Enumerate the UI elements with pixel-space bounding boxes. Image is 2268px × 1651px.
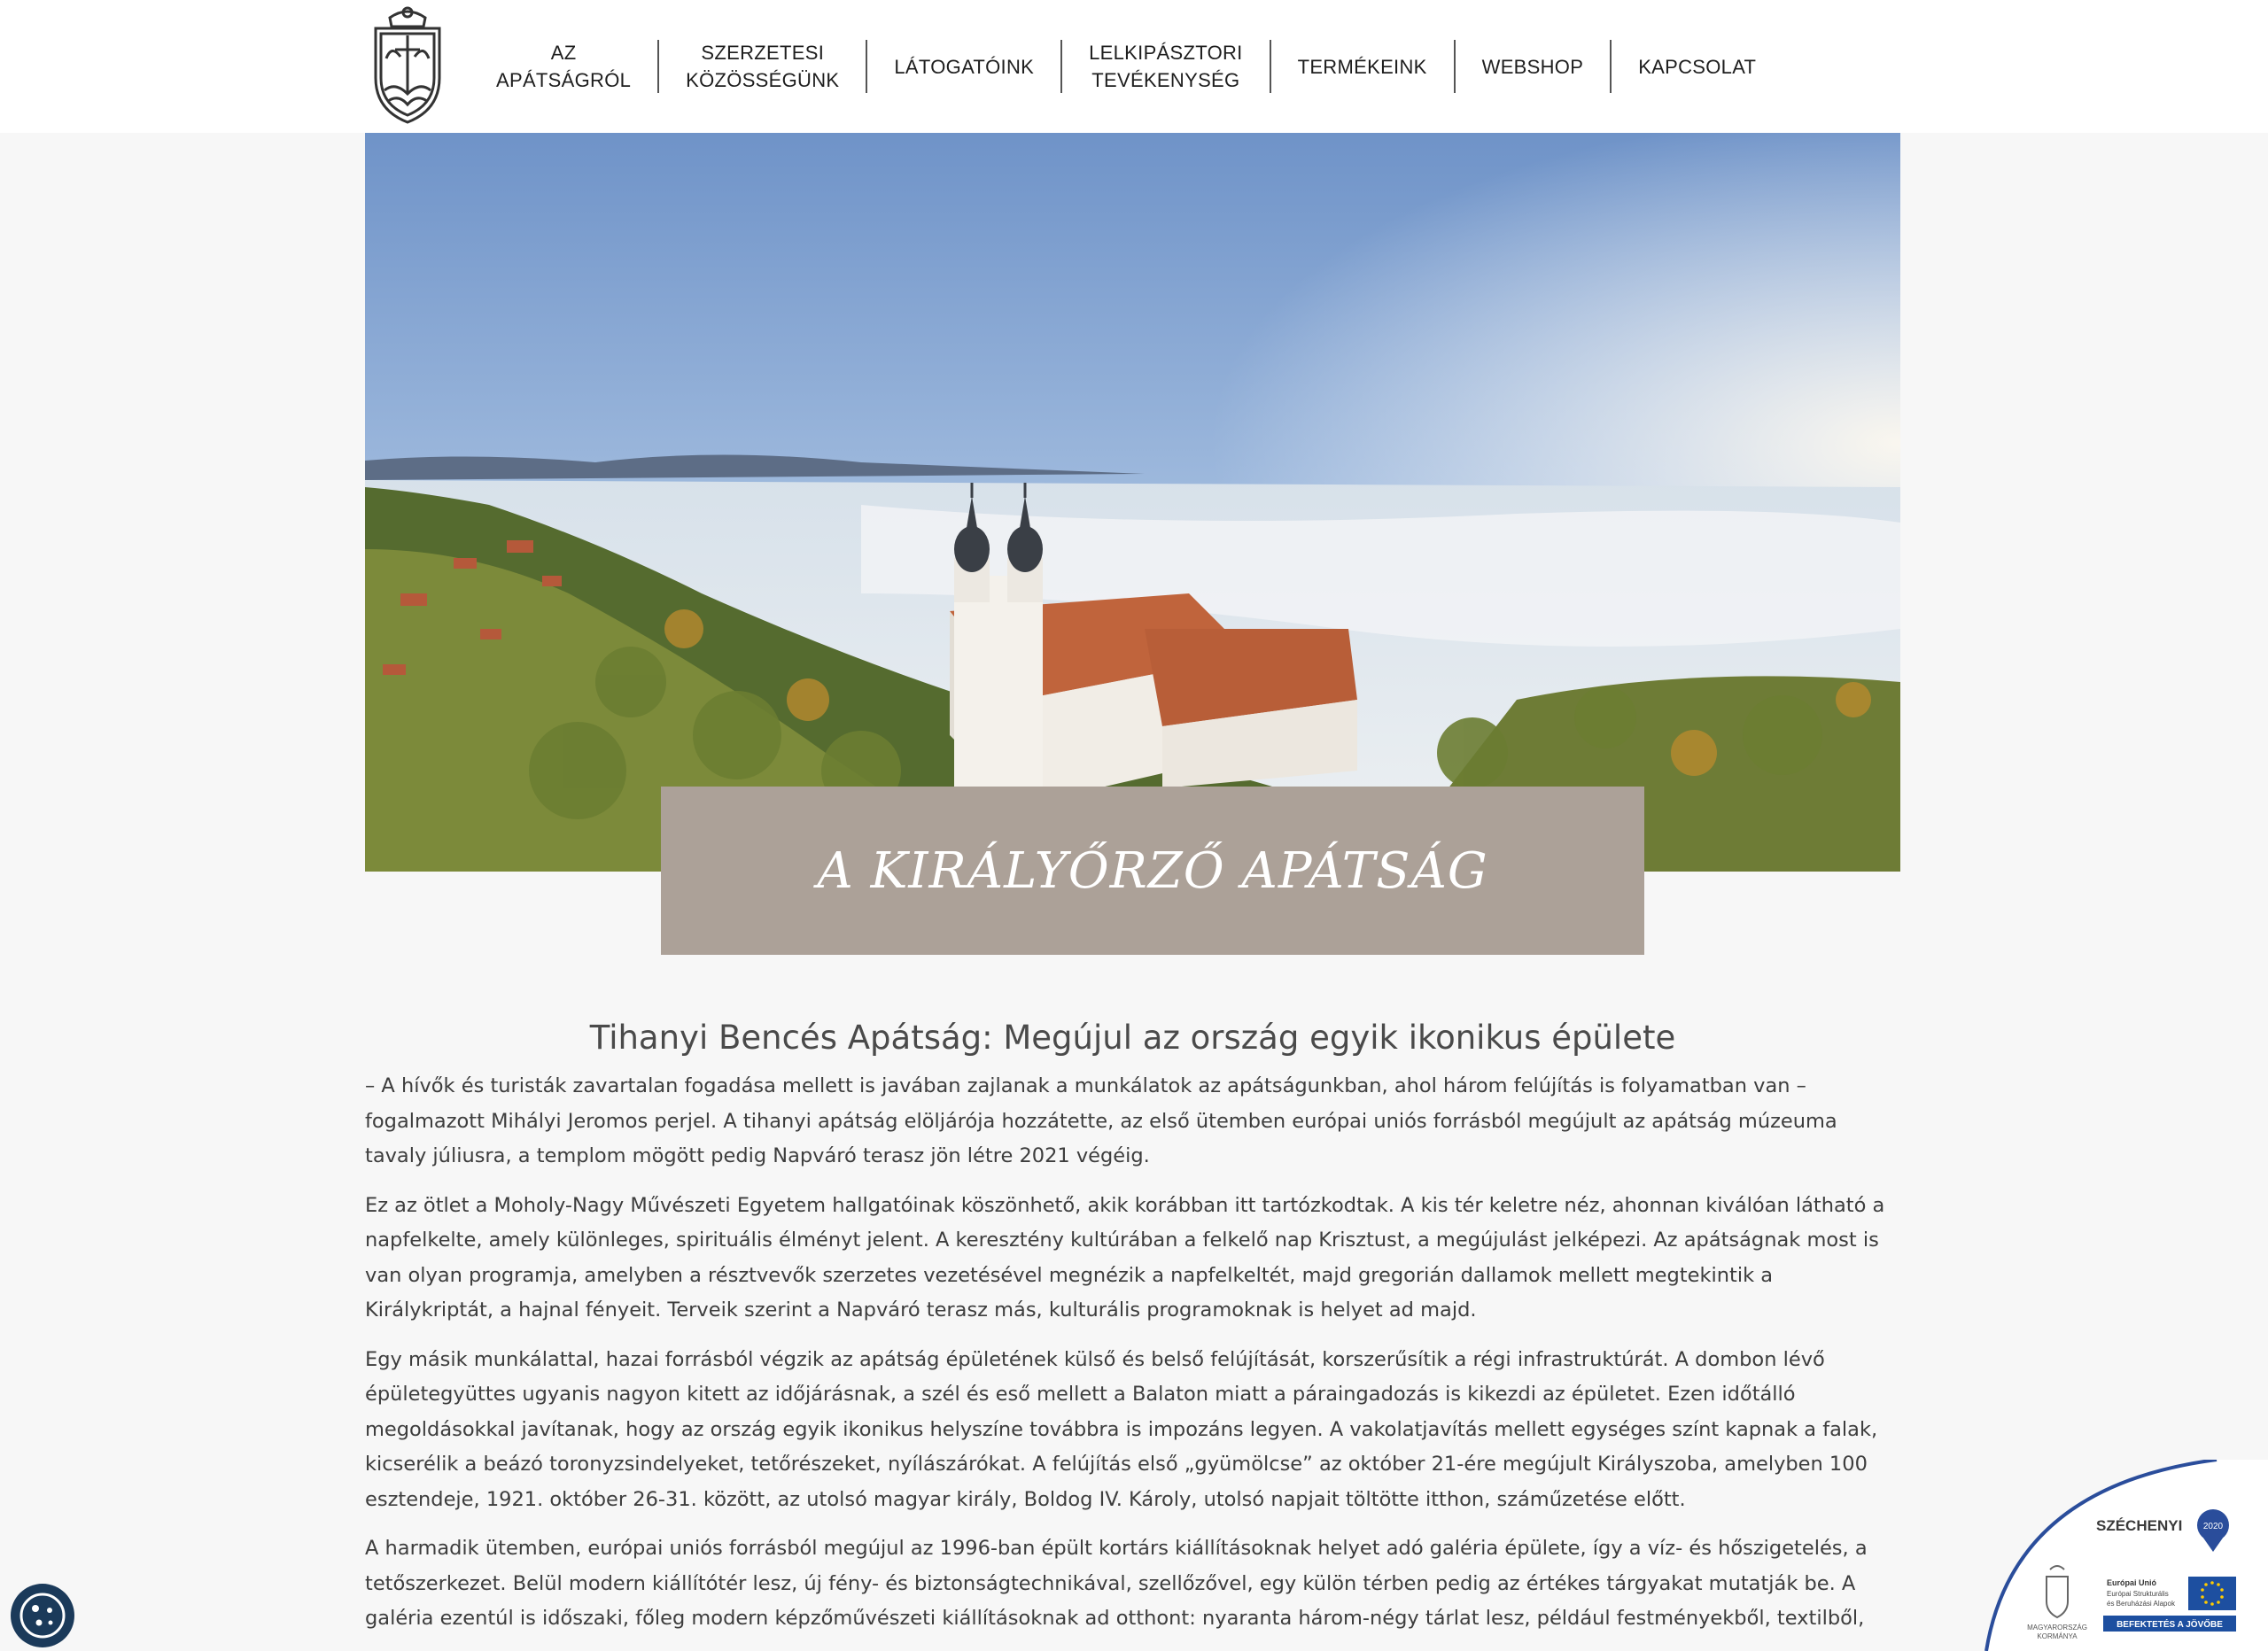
article-paragraph: – A hívők és turisták zavartalan fogadása mellett is javában zajlanak a munkálatok az apátságunkban, ahol három felújítás is folyamatban van – fogalmazott Mihályi Jeromos perjel. A tihanyi apátság elöljárója hozzátette, az első ütemben európai uniós forrásból megújult az apátság múzeuma tavaly júliusra, a templom mögött pedig Napváró terasz jön létre 2021 végéig. [365,1074,1837,1167]
hero-title-banner [661,787,1644,955]
nav-item-webshop[interactable]: WEBSHOP [1481,55,1584,78]
nav-item-products[interactable]: TERMÉKEINK [1297,55,1427,78]
gov-line-1: MAGYARORSZÁG [2027,1624,2087,1632]
article-paragraph: A harmadik ütemben, európai uniós forrásból megújul az 1996-ban épült kortárs kiállításoknak helyet adó galéria épülete, így a víz- és hőszigetelés, a tetőszerkezet. Belül modern kiállítótér lesz, új fény- és biztonságtechnikával, szellőzővel, egy külön térben pedig az értékes tárgyakat mutatják be. A galéria ezentúl is időszaki, főleg modern képzőművészeti kiállításoknak ad otthont: nyaranta három-négy tárlat lesz, például festményekből, textilből, [365,1537,1868,1630]
eu-line-1: Európai Strukturális [2107,1590,2169,1598]
badge-slogan: BEFEKTETÉS A JÖVŐBE [2117,1620,2223,1630]
nav-item-about-abbey[interactable]: AZ APÁTSÁGRÓL [496,42,632,91]
article-content [365,1019,1900,1651]
site-header [0,0,2268,133]
szechenyi-label: SZÉCHENYI [2096,1517,2183,1534]
nav-item-monastic-community[interactable]: SZERZETESI KÖZÖSSÉGÜNK [686,42,840,91]
gov-line-2: KORMÁNYA [2037,1632,2078,1640]
eu-flag-icon [2188,1577,2236,1610]
szechenyi-2020-badge[interactable] [1977,1460,2268,1651]
cookie-settings-button[interactable] [11,1584,74,1647]
cookie-icon [11,1584,74,1647]
abbey-coat-of-arms-logo[interactable] [365,5,450,126]
nav-item-visitors[interactable]: LÁTOGATÓINK [894,55,1035,78]
article-paragraph: Egy másik munkálattal, hazai forrásból végzik az apátság épületének külső és belső felújítását, korszerűsítik a régi infrastruktúrát. A dombon lévő épületegyüttes ugyanis nagyon kitett az időjárásnak, a szél és eső mellett a Balaton miatt a páraingadozás is kikezdi az épületet. Ezen időtálló megoldásokkal javítanak, hogy az ország egyik ikonikus helyszíne továbbra is impozáns legyen. A vakolatjavítás mellett egységes színt kapnak a falak, kicserélik a beázó toronyzsindelyeket, tetőrészeket, nyílászárókat. A felújítás első „gyümölcse” az október 21-ére megújult Királyszoba, amelyben 100 esztendeje, 1921. október 26-31. között, az utolsó magyar király, Boldog IV. Károly, utolsó napjait töltötte itthon, száműzetése előtt. [365,1347,1878,1511]
hero-title: A KIRÁLYŐRZŐ APÁTSÁG [817,841,1488,900]
hero-image [365,133,1900,872]
article-paragraph: Ez az ötlet a Moholy-Nagy Művészeti Egyetem hallgatóinak köszönhető, akik korábban itt tartózkodtak. A kis tér keletre néz, ahonnan kiválóan látható a napfelkelte, amely különleges, spirituális élményt jelent. A keresztény kultúrában a felkelő nap Krisztust, a megújulást jelképezi. Az apátságnak most is van olyan programja, amelyben a résztvevők szerzetes vezetésével megnézik a napfelkeltét, majd gregorián dallamok mellett megtekintik a Királykriptát, a hajnal fényeit. Terveik szerint a Napváró terasz más, kulturális programoknak is helyet ad majd. [365,1193,1885,1322]
szechenyi-year: 2020 [2202,1522,2224,1531]
nav-item-contact[interactable]: KAPCSOLAT [1638,55,1757,78]
eu-line-2: és Beruházási Alapok [2107,1600,2175,1608]
nav-item-pastoral-activity[interactable]: LELKIPÁSZTORI TEVÉKENYSÉG [1089,42,1243,91]
main-navigation [470,0,1783,133]
article-heading: Tihanyi Bencés Apátság: Megújul az ország egyik ikonikus épülete [589,1019,1676,1057]
eu-title: Európai Unió [2107,1578,2156,1587]
coat-of-arms-icon [365,5,450,126]
